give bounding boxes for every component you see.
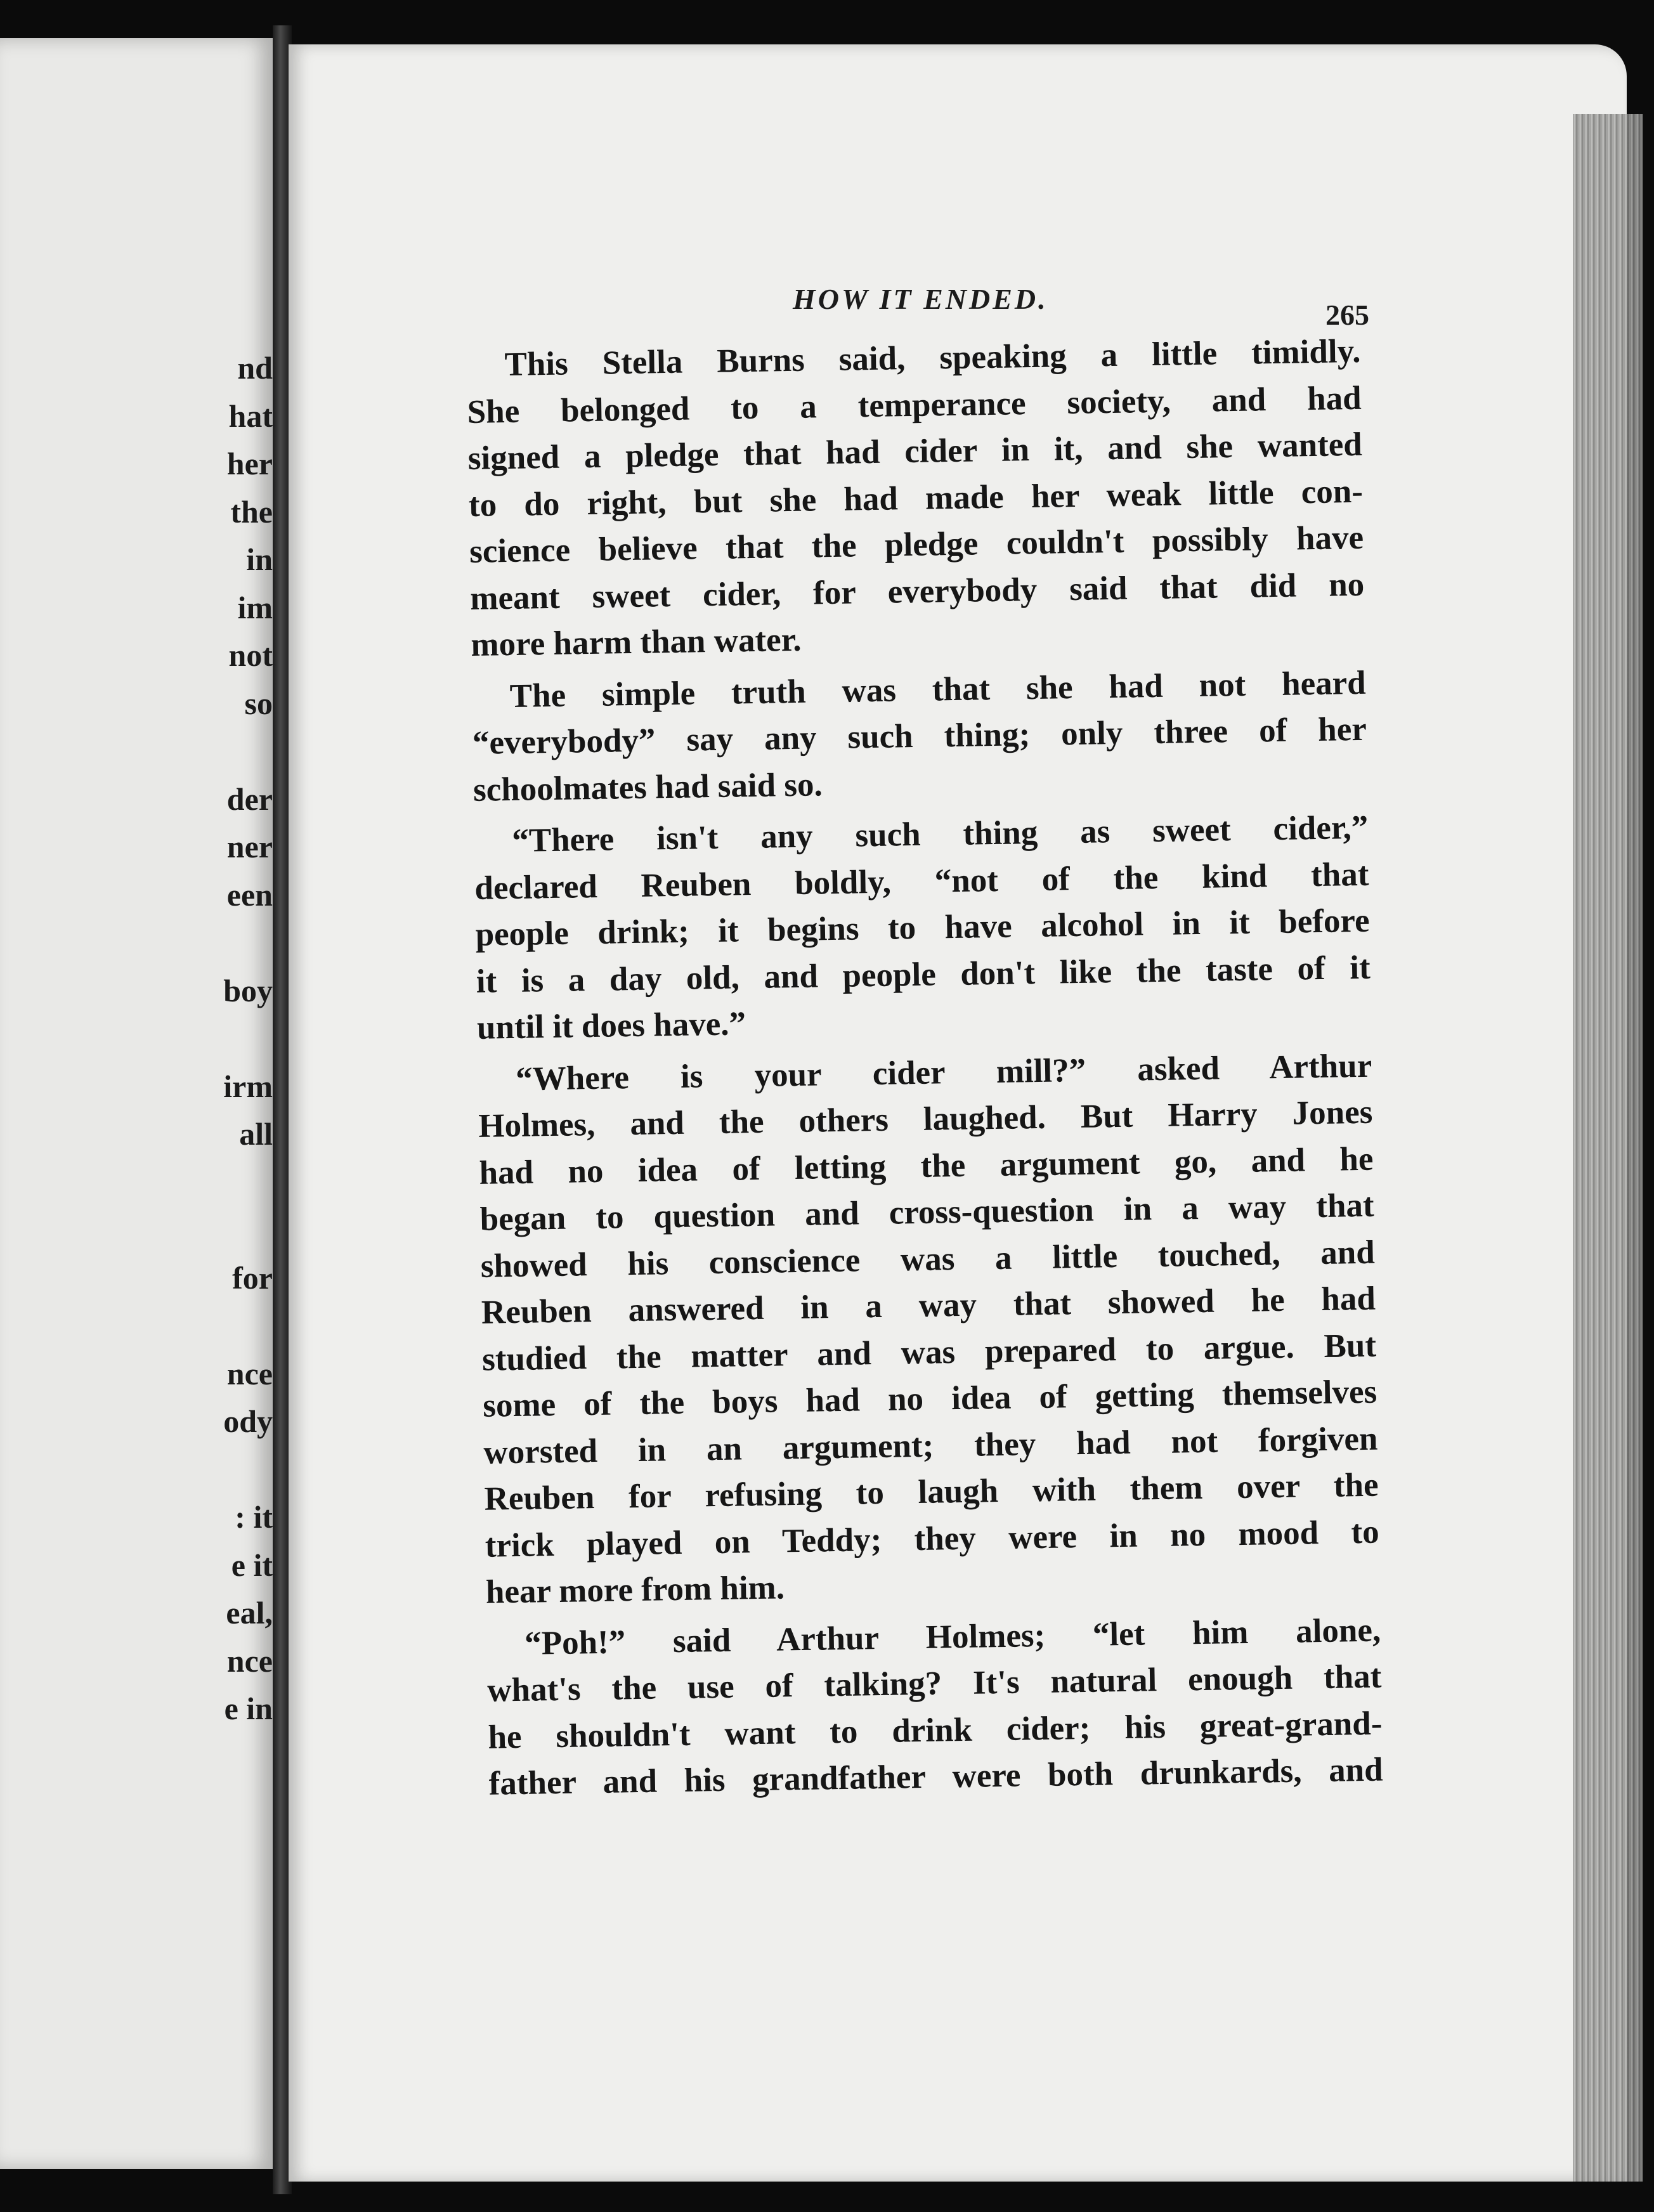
body-text	[466, 329, 1383, 1807]
text-line: Holmes, and the others laughed. But Harry Jones	[478, 1093, 1373, 1145]
text-line: some of the boys had no idea of getting themselves	[482, 1373, 1377, 1424]
left-page-fragment: not	[228, 637, 273, 673]
text-line: he shouldn't want to drink cider; his great-grand-	[488, 1705, 1383, 1756]
left-page-fragment: her	[226, 446, 273, 481]
text-line: began to question and cross-question in a way that	[479, 1187, 1375, 1238]
paragraph	[474, 805, 1372, 1052]
left-page-fragment: boy	[223, 972, 273, 1008]
text-line: “There isn't any such thing as sweet cider,”	[511, 809, 1369, 859]
left-page-fragment: e it	[231, 1547, 273, 1583]
paragraph	[471, 660, 1367, 814]
left-page-fragment: im	[237, 589, 273, 625]
page-edges	[1573, 114, 1643, 2182]
left-page-fragment: nce	[226, 1643, 273, 1679]
text-line: hear more from him.	[485, 1569, 785, 1611]
text-line: science believe that the pledge couldn't possibly have	[469, 519, 1364, 570]
text-line: “Poh!” said Arthur Holmes; “let him alone,	[524, 1611, 1381, 1662]
paragraph	[466, 329, 1365, 669]
left-page-fragment: : it	[235, 1499, 273, 1535]
page-number: 265	[1325, 299, 1369, 331]
text-line: father and his grandfather were both drunkards, and	[488, 1751, 1383, 1802]
text-line: studied the matter and was prepared to argue. But	[481, 1327, 1377, 1378]
left-page-fragment: hat	[228, 398, 273, 434]
text-line: The simple truth was that she had not heard	[509, 664, 1367, 715]
left-page-fragment: all	[239, 1116, 273, 1152]
left-page-fragment: nce	[226, 1355, 273, 1391]
left-page	[0, 38, 273, 2169]
text-line: to do right, but she had made her weak little con-	[468, 472, 1364, 524]
left-page-fragment: for	[232, 1259, 273, 1296]
text-line: Reuben for refusing to laugh with them over the	[484, 1466, 1379, 1518]
left-page-fragment: e in	[224, 1691, 273, 1726]
text-line: Reuben answered in a way that showed he had	[481, 1280, 1376, 1331]
text-line: showed his conscience was a little touched, and	[480, 1233, 1376, 1285]
text-line: “Where is your cider mill?” asked Arthur	[515, 1047, 1372, 1098]
text-line: people drink; it begins to have alcohol in it before	[475, 902, 1370, 953]
text-line: This Stella Burns said, speaking a little timidly.	[504, 332, 1361, 384]
running-head: HOW IT ENDED.	[793, 283, 1048, 315]
left-page-fragment: nd	[237, 350, 273, 386]
left-page-fragment: een	[226, 876, 273, 913]
left-page-fragment: irm	[223, 1068, 273, 1104]
left-page-fragment: der	[226, 781, 273, 817]
text-line: worsted in an argument; they had not forgiven	[483, 1420, 1378, 1471]
paragraph	[486, 1607, 1383, 1807]
text-line: signed a pledge that had cider in it, and she wanted	[467, 426, 1363, 477]
text-line: more harm than water.	[471, 621, 802, 663]
paragraph	[478, 1043, 1381, 1616]
left-page-fragment: eal,	[226, 1595, 273, 1630]
left-page-fragment: in	[246, 542, 273, 577]
text-line: trick played on Teddy; they were in no mood to	[485, 1513, 1380, 1565]
text-line: schoolmates had said so.	[472, 765, 823, 809]
left-page-fragment: so	[244, 685, 273, 721]
text-line: until it does have.”	[476, 1005, 746, 1046]
left-page-fragment: ner	[226, 829, 273, 864]
left-page-fragment: ody	[223, 1403, 273, 1439]
text-line: what's the use of talking? It's natural enough that	[486, 1658, 1382, 1709]
text-line: “everybody” say any such thing; only three of her	[472, 710, 1367, 762]
text-line: had no idea of letting the argument go, and he	[479, 1140, 1374, 1192]
text-line: meant sweet cider, for everybody said that did no	[469, 566, 1365, 617]
left-page-fragment: the	[230, 493, 273, 530]
text-line: declared Reuben boldly, “not of the kind that	[474, 856, 1369, 907]
text-line: it is a day old, and people don't like the taste of it	[476, 949, 1371, 1000]
text-line: She belonged to a temperance society, and had	[467, 379, 1362, 431]
